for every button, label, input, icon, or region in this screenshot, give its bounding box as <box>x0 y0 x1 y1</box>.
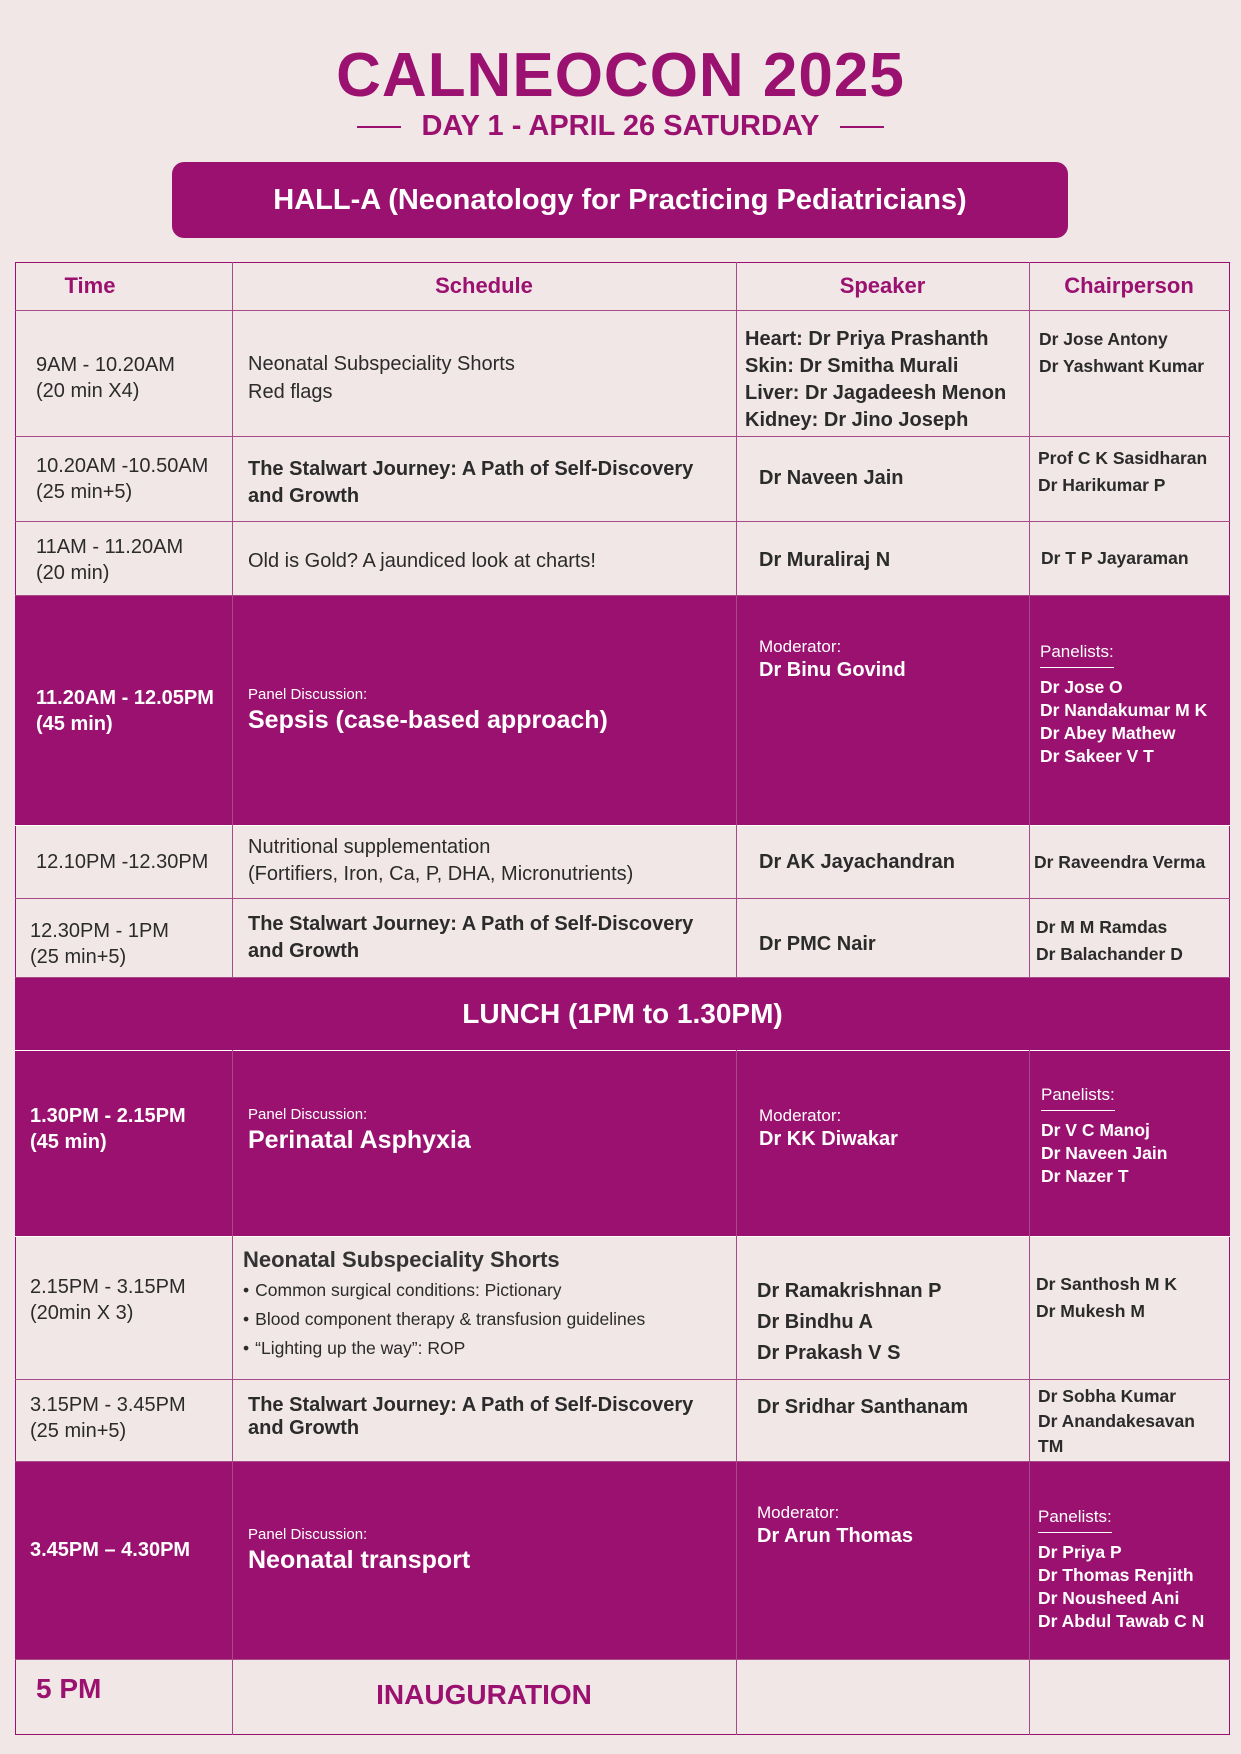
header-time: Time <box>64 273 116 298</box>
page-title: CALNEOCON 2025 <box>336 41 905 110</box>
row-speakers: Dr Ramakrishnan P Dr Bindhu A Dr Prakash V S <box>757 1280 942 1364</box>
row-schedule: Neonatal Subspeciality Shorts • Common surgical conditions: Pictionary • Blood component therapy & transfusion guidelines • “Lighting up the way”: ROP <box>243 1244 645 1363</box>
row-schedule: Panel Discussion: Perinatal Asphyxia <box>248 1106 471 1154</box>
row-chairs: Dr Jose Antony Dr Yashwant Kumar <box>1039 329 1205 376</box>
row-chairs: Dr Santhosh M K Dr Mukesh M <box>1036 1274 1177 1321</box>
row-schedule: Panel Discussion: Neonatal transport <box>248 1526 471 1574</box>
row-chair: Dr T P Jayaraman <box>1041 548 1189 568</box>
row-time: 11.20AM - 12.05PM (45 min) <box>36 687 214 735</box>
header-speaker: Speaker <box>839 273 926 298</box>
row-chair: Dr Raveendra Verma <box>1034 852 1206 872</box>
row-schedule: The Stalwart Journey: A Path of Self-Discovery and Growth <box>248 913 694 962</box>
row-time: 11AM - 11.20AM (20 min) <box>36 536 184 584</box>
row-time: 9AM - 10.20AM (20 min X4) <box>36 354 175 402</box>
row-chairs: Dr M M Ramdas Dr Balachander D <box>1036 917 1183 964</box>
row-time: 10.20AM -10.50AM (25 min+5) <box>36 455 209 503</box>
hall-banner: HALL-A (Neonatology for Practicing Pediatricians) <box>172 162 1068 238</box>
row-speaker: Dr PMC Nair <box>759 933 876 955</box>
row-schedule: The Stalwart Journey: A Path of Self-Discovery and Growth <box>248 458 694 507</box>
row-moderator: Moderator: Dr Binu Govind <box>759 637 906 681</box>
row-schedule: Old is Gold? A jaundiced look at charts! <box>248 550 596 572</box>
row-speaker: Dr Muraliraj N <box>759 549 891 571</box>
header-chairperson: Chairperson <box>1064 273 1194 298</box>
row-time: 3.45PM – 4.30PM <box>30 1539 191 1561</box>
header-schedule: Schedule <box>435 273 533 298</box>
divider <box>357 126 401 128</box>
row-panelists: Panelists: Dr Priya P Dr Thomas Renjith Dr Nousheed Ani Dr Abdul Tawab C N <box>1038 1503 1204 1633</box>
row-speaker: Dr Sridhar Santhanam <box>757 1396 969 1418</box>
list-item: • Blood component therapy & transfusion guidelines <box>243 1305 645 1334</box>
row-time: 1.30PM - 2.15PM (45 min) <box>30 1105 186 1153</box>
row-speaker: Dr Naveen Jain <box>759 467 904 489</box>
divider <box>840 126 884 128</box>
row-moderator: Moderator: Dr Arun Thomas <box>757 1503 913 1547</box>
row-chairs: Dr Sobha Kumar Dr Anandakesavan TM <box>1038 1386 1195 1456</box>
day-subtitle <box>0 110 1241 143</box>
row-time: 3.15PM - 3.45PM (25 min+5) <box>30 1394 186 1442</box>
row-speakers: Heart: Dr Priya Prashanth Skin: Dr Smitha Murali Liver: Dr Jagadeesh Menon Kidney: Dr Jino Joseph <box>745 328 1007 431</box>
list-item: • “Lighting up the way”: ROP <box>243 1334 645 1363</box>
row-schedule: INAUGURATION <box>376 1679 592 1710</box>
row-panelists: Panelists: Dr V C Manoj Dr Naveen Jain Dr Nazer T <box>1041 1081 1167 1188</box>
list-item: • Common surgical conditions: Pictionary <box>243 1276 645 1305</box>
row-time: 5 PM <box>36 1673 102 1704</box>
row-schedule: Panel Discussion: Sepsis (case-based approach) <box>248 686 608 734</box>
row-time: 12.10PM -12.30PM <box>36 851 209 873</box>
row-chairs: Prof C K Sasidharan Dr Harikumar P <box>1038 448 1208 495</box>
row-moderator: Moderator: Dr KK Diwakar <box>759 1106 898 1150</box>
row-schedule: Nutritional supplementation (Fortifiers, Iron, Ca, P, DHA, Micronutrients) <box>248 836 634 885</box>
row-schedule: The Stalwart Journey: A Path of Self-Discovery and Growth <box>248 1394 694 1439</box>
day-label: DAY 1 - APRIL 26 SATURDAY <box>421 110 820 142</box>
row-time: 12.30PM - 1PM (25 min+5) <box>30 920 169 968</box>
row-time: 2.15PM - 3.15PM (20min X 3) <box>30 1276 186 1324</box>
row-panelists: Panelists: Dr Jose O Dr Nandakumar M K Dr Abey Mathew Dr Sakeer V T <box>1040 638 1207 768</box>
row-speaker: Dr AK Jayachandran <box>759 851 955 873</box>
row-schedule: Neonatal Subspeciality Shorts Red flags <box>248 353 515 403</box>
lunch-break: LUNCH (1PM to 1.30PM) <box>462 998 783 1029</box>
